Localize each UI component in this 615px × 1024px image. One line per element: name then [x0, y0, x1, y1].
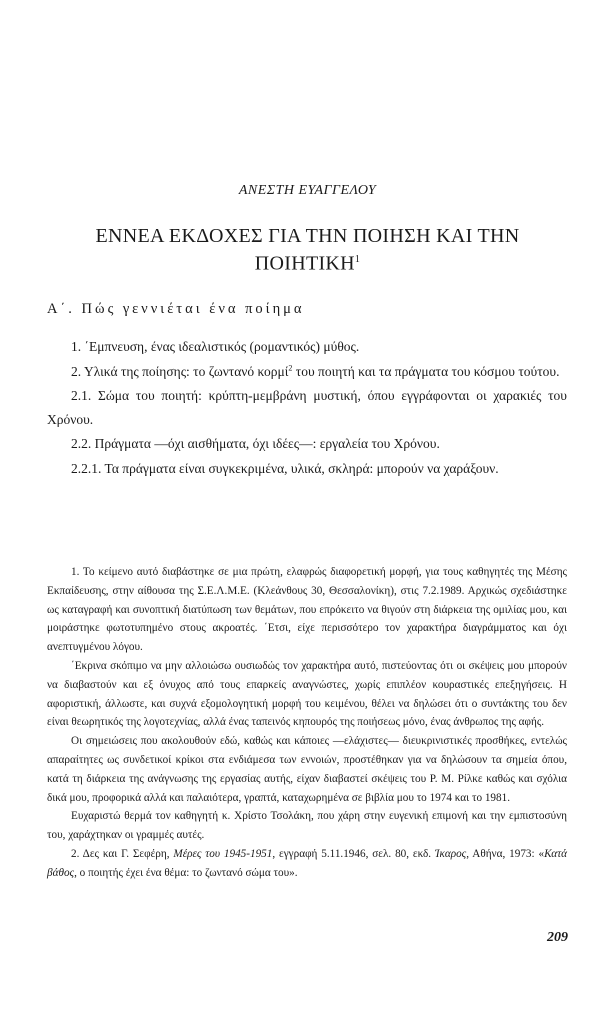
body-paragraph-2-start: 2. Υλικά της ποίησης: το ζωντανό κορμί	[71, 363, 289, 379]
body-paragraph-5: 2.2.1. Τα πράγματα είναι συγκεκριμένα, υλικά, σκληρά: μπορούν να χαράξουν.	[71, 460, 499, 476]
footnote-2-publisher: Ίκαρος	[434, 847, 467, 860]
footnote-1-paragraph-1: 1. Το κείμενο αυτό διαβάστηκε σε μια πρώτη, ελαφρώς διαφορετική μορφή, για τους καθηγητές της Μέσης Εκπαίδευσης, στην αίθουσα της Σ.Ε.Λ.Μ.Ε. (Κλεάνθους 30, Θεσσαλονίκη), στις 7.2.1989. Αρχικώς σχεδιάστηκε ως καταγραφή και συνοπτική διατύπωση των θεμάτων, που επρόκειτο να θιγούν στη διάρκεια της ομιλίας μου, και μοιράστηκε φωτοτυπημένο στους ακροατές. ΄Ετσι, είχε περισσότερο τον χαρακτήρα διαγράμματος και όχι ανεπτυγμένου λόγου.	[47, 566, 567, 654]
footnotes	[47, 563, 567, 883]
body-text	[47, 335, 567, 481]
author-name: ΑΝΕΣΤΗ ΕΥΑΓΓΕΛΟΥ	[238, 183, 377, 198]
footnote-2	[47, 845, 567, 883]
page-number: 209	[547, 930, 568, 945]
section-heading: Α΄. Πώς γεννιέται ένα ποίημα	[47, 301, 305, 317]
footnote-2-part-a: 2. Δες και Γ. Σεφέρη,	[71, 847, 174, 860]
article-title-text: ΕΝΝΕΑ ΕΚΔΟΧΕΣ ΓΙΑ ΤΗΝ ΠΟΙΗΣΗ ΚΑΙ ΤΗΝ ΠΟΙΗΤΙΚΗ	[95, 225, 520, 275]
body-paragraph-2-end: του ποιητή και τα πράγματα του κόσμου τούτου.	[292, 363, 560, 379]
footnote-1-paragraph-2: ΄Εκρινα σκόπιμο να μην αλλοιώσω ουσιωδώς τον χαρακτήρα αυτό, πιστεύοντας ότι οι σκέψεις μου μπορούν να διαβαστούν και εξ όνυχος από τους επαρκείς αναγνώστες, χωρίς επιπλέον κουραστικές επεξηγήσεις. Η αφοριστική, άλλωστε, και συχνά εξομολογητική μορφή του κειμένου, θέλει να δηλώσει ότι ο συντάκτης του δεν είναι θεωρητικός της λογοτεχνίας, αλλά ένας ταπεινός κηπουρός της ποιήσεως μόνο, ένας άνθρωπος της αφής.	[47, 659, 567, 729]
footnote-ref-2: 2	[288, 363, 293, 372]
footnote-1-paragraph-4: Ευχαριστώ θερμά τον καθηγητή κ. Χρίστο Τσολάκη, που χάρη στην ευγενική επιμονή και την εμπιστοσύνη του, χαράχτηκαν οι γραμμές αυτές.	[47, 810, 567, 842]
title-footnote-ref: 1	[354, 254, 361, 265]
body-paragraph-1: 1. ΄Εμπνευση, ένας ιδεαλιστικός (ρομαντικός) μύθος.	[71, 339, 360, 354]
article-title	[60, 224, 555, 276]
footnote-1-paragraph-3: Οι σημειώσεις που ακολουθούν εδώ, καθώς και κάποιες —ελάχιστες— διευκρινιστικές προσθήκες, εντελώς απαραίτητες ως συνδετικοί κρίκοι στα ενδιάμεσα των εννοιών, προστέθηκαν για να δηλώσουν τα σημεία όπου, κατά τη διάρκεια της ανάγνωσης της εργασίας αυτής, είχαν διαβαστεί σκέψεις του Ρ. Μ. Ρίλκε καθώς και σχόλια δικά μου, προφορικά αλλά και παλαιότερα, γραπτά, καταχωρημένα σε βιβλία μου το 1974 και το 1981.	[47, 735, 567, 804]
footnote-2-part-c: , εγγραφή 5.11.1946, σελ. 80, εκδ.	[272, 847, 435, 860]
footnote-2-book-title: Μέρες του 1945-1951	[173, 847, 273, 860]
body-paragraph-2	[47, 360, 567, 384]
body-paragraph-4: 2.2. Πράγματα —όχι αισθήματα, όχι ιδέες—: εργαλεία του Χρόνου.	[71, 436, 440, 451]
body-paragraph-3: 2.1. Σώμα του ποιητή: κρύπτη-μεμβράνη μυστική, όπου εγγράφονται οι χαρακιές του Χρόνου.	[47, 388, 567, 427]
footnote-2-quote-emphasis: Κατά βάθος	[47, 847, 567, 879]
footnote-2-part-g: , ο ποιητής έχει ένα θέμα: το ζωντανό σώμα του».	[74, 866, 298, 879]
footnote-2-part-e: , Αθήνα, 1973: «	[466, 847, 545, 860]
